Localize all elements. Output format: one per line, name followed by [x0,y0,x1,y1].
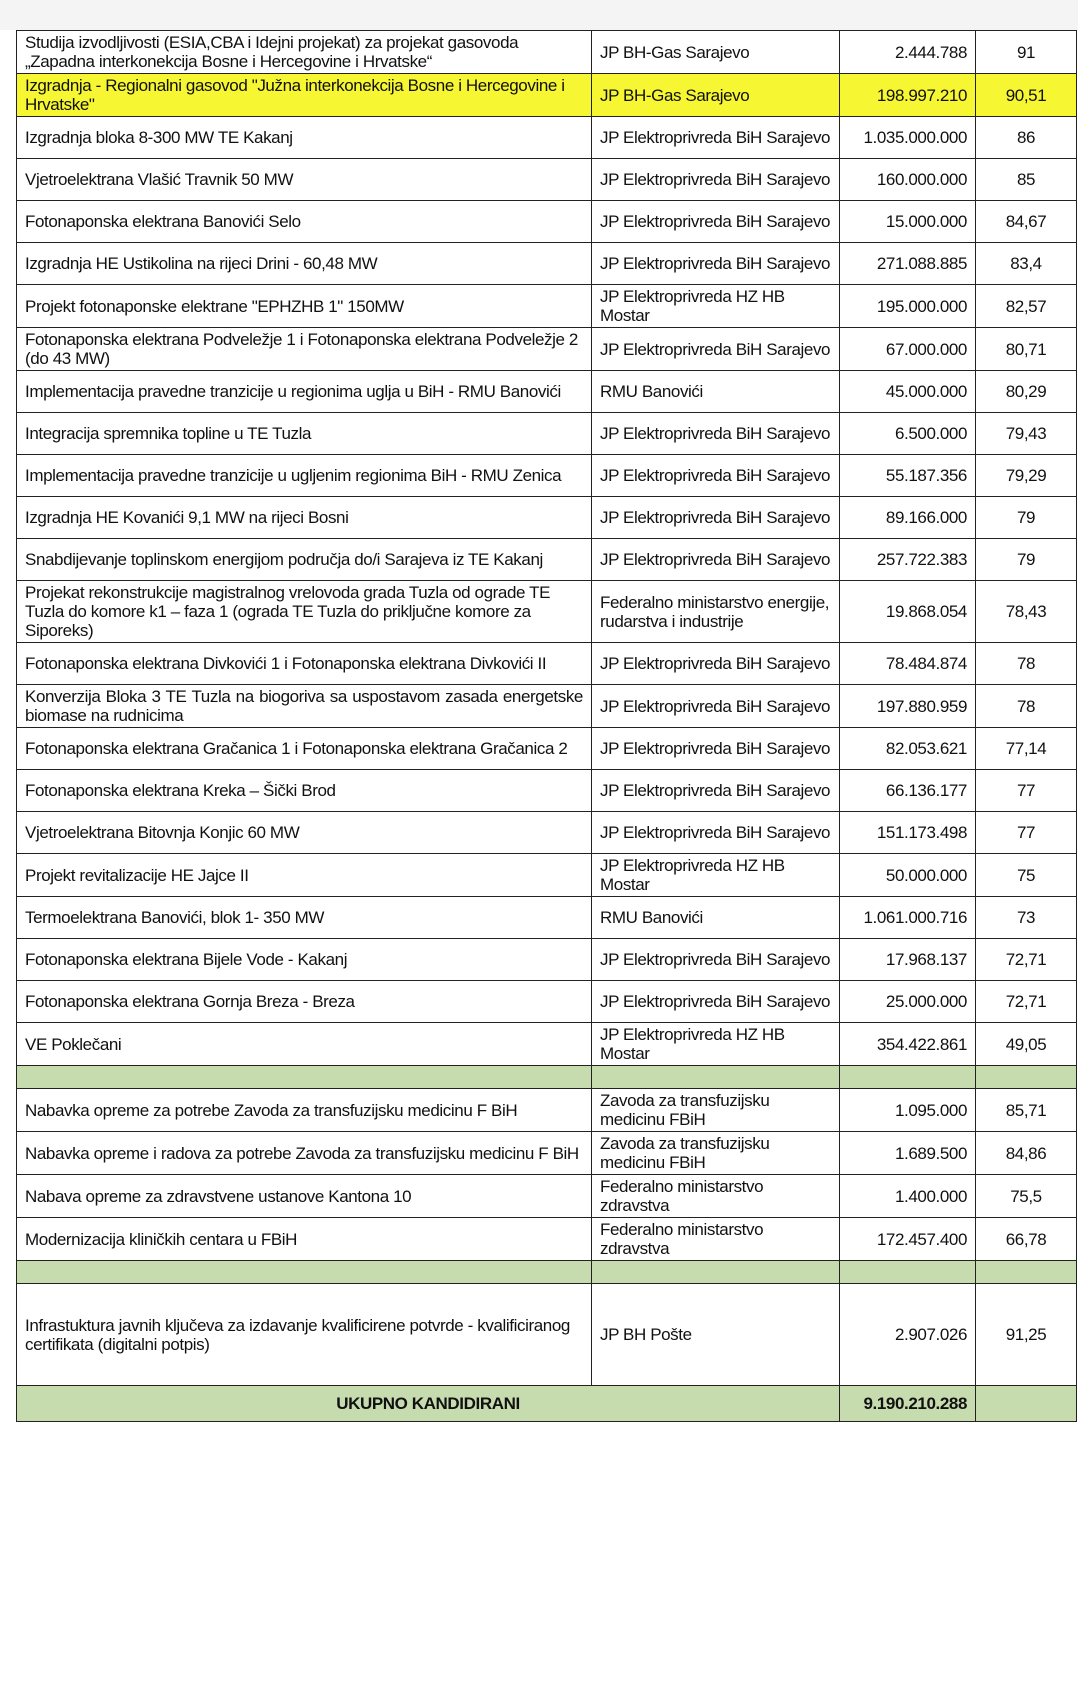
table-row [17,371,1077,413]
score-cell: 78 [976,643,1077,685]
amount-cell: 257.722.383 [840,539,976,581]
project-name-cell: Izgradnja - Regionalni gasovod "Južna interkonekcija Bosne i Hercegovine i Hrvatske" [17,74,592,117]
project-name-cell: Vjetroelektrana Bitovnja Konjic 60 MW [17,812,592,854]
amount-cell: 19.868.054 [840,581,976,643]
score-cell: 75 [976,854,1077,897]
project-name-cell: Konverzija Bloka 3 TE Tuzla na biogoriva sa uspostavom zasada energetske biomase na rudnicima [17,685,592,728]
score-cell: 84,67 [976,201,1077,243]
project-name-cell: Fotonaponska elektrana Kreka – Šički Brod [17,770,592,812]
total-amount: 9.190.210.288 [840,1386,976,1422]
amount-cell: 17.968.137 [840,939,976,981]
investor-cell: RMU Banovići [592,371,840,413]
project-name-cell: Snabdijevanje toplinskom energijom područja do/i Sarajeva iz TE Kakanj [17,539,592,581]
table-row [17,539,1077,581]
total-label: UKUPNO KANDIDIRANI [17,1386,840,1422]
investor-cell: JP Elektroprivreda BiH Sarajevo [592,243,840,285]
investor-cell: Zavoda za transfuzijsku medicinu FBiH [592,1132,840,1175]
table-row [17,685,1077,728]
separator-cell [17,1066,592,1089]
total-score [976,1386,1077,1422]
table-row [17,159,1077,201]
score-cell: 83,4 [976,243,1077,285]
investor-cell: Zavoda za transfuzijsku medicinu FBiH [592,1089,840,1132]
table-row [17,328,1077,371]
amount-cell: 55.187.356 [840,455,976,497]
amount-cell: 172.457.400 [840,1218,976,1261]
table-row [17,770,1077,812]
investor-cell: JP Elektroprivreda BiH Sarajevo [592,685,840,728]
table-row [17,1218,1077,1261]
project-name-cell: Implementacija pravedne tranzicije u ugljenim regionima BiH - RMU Zenica [17,455,592,497]
table-row [17,201,1077,243]
amount-cell: 78.484.874 [840,643,976,685]
investor-cell: JP Elektroprivreda BiH Sarajevo [592,455,840,497]
score-cell: 79,29 [976,455,1077,497]
project-name-cell: Fotonaponska elektrana Banovići Selo [17,201,592,243]
table-row [17,728,1077,770]
section-separator-row [17,1261,1077,1284]
score-cell: 79 [976,497,1077,539]
table-row [17,1089,1077,1132]
project-name-cell: VE Poklečani [17,1023,592,1066]
score-cell: 77 [976,770,1077,812]
amount-cell: 50.000.000 [840,854,976,897]
amount-cell: 354.422.861 [840,1023,976,1066]
investor-cell: JP Elektroprivreda BiH Sarajevo [592,539,840,581]
table-row [17,497,1077,539]
amount-cell: 82.053.621 [840,728,976,770]
project-name-cell: Vjetroelektrana Vlašić Travnik 50 MW [17,159,592,201]
project-name-cell: Projekt revitalizacije HE Jajce II [17,854,592,897]
project-name-cell: Nabavka opreme i radova za potrebe Zavoda za transfuzijsku medicinu F BiH [17,1132,592,1175]
amount-cell: 271.088.885 [840,243,976,285]
amount-cell: 151.173.498 [840,812,976,854]
table-row [17,897,1077,939]
score-cell: 78 [976,685,1077,728]
score-cell: 77,14 [976,728,1077,770]
project-name-cell: Studija izvodljivosti (ESIA,CBA i Idejni projekat) za projekat gasovoda „Zapadna interkonekcija Bosne i Hercegovine i Hrvatske“ [17,31,592,74]
amount-cell: 1.061.000.716 [840,897,976,939]
investor-cell: JP Elektroprivreda BiH Sarajevo [592,328,840,371]
separator-cell [840,1066,976,1089]
amount-cell: 15.000.000 [840,201,976,243]
project-name-cell: Modernizacija kliničkih centara u FBiH [17,1218,592,1261]
amount-cell: 197.880.959 [840,685,976,728]
table-row [17,1132,1077,1175]
table-row [17,74,1077,117]
projects-table [16,30,1077,1422]
amount-cell: 89.166.000 [840,497,976,539]
investor-cell: JP BH-Gas Sarajevo [592,31,840,74]
investor-cell: JP Elektroprivreda BiH Sarajevo [592,939,840,981]
table-row [17,243,1077,285]
investor-cell: Federalno ministarstvo zdravstva [592,1175,840,1218]
project-name-cell: Izgradnja HE Kovanići 9,1 MW na rijeci Bosni [17,497,592,539]
amount-cell: 25.000.000 [840,981,976,1023]
project-name-cell: Nabavka opreme za potrebe Zavoda za transfuzijsku medicinu F BiH [17,1089,592,1132]
score-cell: 90,51 [976,74,1077,117]
table-row [17,31,1077,74]
score-cell: 49,05 [976,1023,1077,1066]
investor-cell: JP Elektroprivreda BiH Sarajevo [592,981,840,1023]
project-name-cell: Integracija spremnika topline u TE Tuzla [17,413,592,455]
amount-cell: 67.000.000 [840,328,976,371]
score-cell: 79 [976,539,1077,581]
score-cell: 91,25 [976,1284,1077,1386]
table-row [17,854,1077,897]
projects-table-body [17,31,1077,1422]
score-cell: 72,71 [976,981,1077,1023]
table-row [17,455,1077,497]
score-cell: 75,5 [976,1175,1077,1218]
score-cell: 85 [976,159,1077,201]
section-separator-row [17,1066,1077,1089]
separator-cell [17,1261,592,1284]
amount-cell: 2.907.026 [840,1284,976,1386]
score-cell: 77 [976,812,1077,854]
amount-cell: 2.444.788 [840,31,976,74]
project-name-cell: Implementacija pravedne tranzicije u regionima uglja u BiH - RMU Banovići [17,371,592,413]
investor-cell: JP Elektroprivreda HZ HB Mostar [592,1023,840,1066]
investor-cell: JP Elektroprivreda BiH Sarajevo [592,159,840,201]
investor-cell: Federalno ministarstvo zdravstva [592,1218,840,1261]
score-cell: 72,71 [976,939,1077,981]
project-name-cell: Fotonaponska elektrana Gornja Breza - Breza [17,981,592,1023]
project-name-cell: Fotonaponska elektrana Bijele Vode - Kakanj [17,939,592,981]
table-row [17,981,1077,1023]
table-row [17,939,1077,981]
table-row [17,1175,1077,1218]
project-name-cell: Izgradnja bloka 8-300 MW TE Kakanj [17,117,592,159]
score-cell: 91 [976,31,1077,74]
project-name-cell: Projekt fotonaponske elektrane "EPHZHB 1" 150MW [17,285,592,328]
score-cell: 82,57 [976,285,1077,328]
amount-cell: 1.400.000 [840,1175,976,1218]
amount-cell: 198.997.210 [840,74,976,117]
investor-cell: JP Elektroprivreda BiH Sarajevo [592,413,840,455]
investor-cell: JP Elektroprivreda HZ HB Mostar [592,285,840,328]
table-row [17,643,1077,685]
investor-cell: JP Elektroprivreda BiH Sarajevo [592,643,840,685]
investor-cell: JP Elektroprivreda HZ HB Mostar [592,854,840,897]
score-cell: 73 [976,897,1077,939]
investor-cell: JP BH-Gas Sarajevo [592,74,840,117]
investor-cell: Federalno ministarstvo energije, rudarstva i industrije [592,581,840,643]
table-row [17,1284,1077,1386]
table-row [17,413,1077,455]
table-row [17,812,1077,854]
table-row [17,285,1077,328]
score-cell: 86 [976,117,1077,159]
amount-cell: 45.000.000 [840,371,976,413]
total-row [17,1386,1077,1422]
project-name-cell: Fotonaponska elektrana Podveležje 1 i Fotonaponska elektrana Podveležje 2 (do 43 MW) [17,328,592,371]
project-name-cell: Izgradnja HE Ustikolina na rijeci Drini - 60,48 MW [17,243,592,285]
score-cell: 80,71 [976,328,1077,371]
score-cell: 66,78 [976,1218,1077,1261]
project-name-cell: Infrastuktura javnih ključeva za izdavanje kvalificirene potvrde - kvalificiranog certifikata (digitalni potpis) [17,1284,592,1386]
amount-cell: 1.689.500 [840,1132,976,1175]
score-cell: 80,29 [976,371,1077,413]
separator-cell [592,1066,840,1089]
project-name-cell: Fotonaponska elektrana Gračanica 1 i Fotonaponska elektrana Gračanica 2 [17,728,592,770]
separator-cell [976,1261,1077,1284]
score-cell: 84,86 [976,1132,1077,1175]
investor-cell: JP BH Pošte [592,1284,840,1386]
amount-cell: 1.095.000 [840,1089,976,1132]
investor-cell: JP Elektroprivreda BiH Sarajevo [592,201,840,243]
amount-cell: 66.136.177 [840,770,976,812]
score-cell: 85,71 [976,1089,1077,1132]
investor-cell: JP Elektroprivreda BiH Sarajevo [592,812,840,854]
investor-cell: RMU Banovići [592,897,840,939]
investor-cell: JP Elektroprivreda BiH Sarajevo [592,728,840,770]
amount-cell: 6.500.000 [840,413,976,455]
investor-cell: JP Elektroprivreda BiH Sarajevo [592,497,840,539]
project-name-cell: Projekat rekonstrukcije magistralnog vrelovoda grada Tuzla od ograde TE Tuzla do komore k1 – faza 1 (ograda TE Tuzla do priključne komore za Siporeks) [17,581,592,643]
investor-cell: JP Elektroprivreda BiH Sarajevo [592,117,840,159]
project-name-cell: Fotonaponska elektrana Divkovići 1 i Fotonaponska elektrana Divkovići II [17,643,592,685]
amount-cell: 160.000.000 [840,159,976,201]
amount-cell: 1.035.000.000 [840,117,976,159]
separator-cell [840,1261,976,1284]
table-row [17,581,1077,643]
amount-cell: 195.000.000 [840,285,976,328]
table-row [17,1023,1077,1066]
score-cell: 78,43 [976,581,1077,643]
table-row [17,117,1077,159]
separator-cell [976,1066,1077,1089]
investor-cell: JP Elektroprivreda BiH Sarajevo [592,770,840,812]
separator-cell [592,1261,840,1284]
project-name-cell: Termoelektrana Banovići, blok 1- 350 MW [17,897,592,939]
score-cell: 79,43 [976,413,1077,455]
project-name-cell: Nabava opreme za zdravstvene ustanove Kantona 10 [17,1175,592,1218]
